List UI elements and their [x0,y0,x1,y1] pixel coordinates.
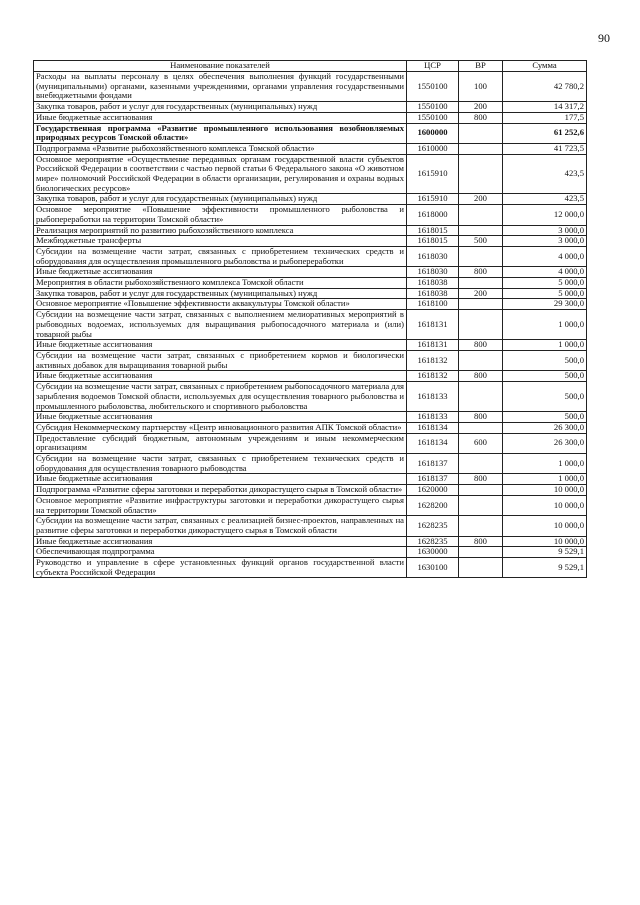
cell-sum: 10 000,0 [503,485,587,496]
cell-code: 1618133 [407,382,459,412]
cell-vr [459,246,503,266]
cell-code: 1630100 [407,558,459,578]
cell-name: Расходы на выплаты персоналу в целях обеспечения выполнения функций государственными (муниципальными) органами, казенными учреждениями, органами управления государственными внебюджетными фондами [34,72,407,102]
table-row [34,340,587,351]
cell-name: Подпрограмма «Развитие сферы заготовки и переработки дикорастущего сырья в Томской области» [34,485,407,496]
table-row [34,547,587,558]
table-row [34,72,587,102]
cell-code: 1618131 [407,310,459,340]
cell-sum: 26 300,0 [503,433,587,453]
cell-name: Субсидии на возмещение части затрат, связанных с приобретением кормов и биологически активных добавок для выращивания товарной рыбы [34,350,407,370]
table-row [34,310,587,340]
cell-vr: 800 [459,474,503,485]
cell-name: Иные бюджетные ассигнования [34,412,407,423]
cell-sum: 1 000,0 [503,454,587,474]
cell-code: 1615910 [407,194,459,205]
cell-vr [459,495,503,515]
cell-code: 1618038 [407,278,459,289]
table-row [34,536,587,547]
table-row [34,422,587,433]
cell-vr: 200 [459,102,503,113]
cell-sum: 3 000,0 [503,236,587,247]
cell-code: 1550100 [407,112,459,123]
cell-sum: 26 300,0 [503,422,587,433]
cell-code: 1600000 [407,123,459,143]
cell-vr [459,454,503,474]
table-row [34,205,587,225]
cell-vr [459,485,503,496]
cell-name: Основное мероприятие «Повышение эффективности промышленного рыболовства и рыбопереработки на территории Томской области» [34,205,407,225]
cell-vr [459,143,503,154]
cell-vr [459,278,503,289]
table-row [34,299,587,310]
cell-name: Предоставление субсидий бюджетным, автономным учреждениям и иным некоммерческим организациям [34,433,407,453]
cell-vr [459,422,503,433]
cell-vr [459,310,503,340]
table-row [34,433,587,453]
table-row [34,143,587,154]
cell-sum: 5 000,0 [503,288,587,299]
page-number: 90 [598,31,610,45]
cell-code: 1630000 [407,547,459,558]
cell-code: 1618131 [407,340,459,351]
cell-vr: 200 [459,194,503,205]
cell-sum: 500,0 [503,382,587,412]
cell-code: 1618015 [407,236,459,247]
table-row [34,485,587,496]
cell-code: 1618132 [407,350,459,370]
cell-sum: 1 000,0 [503,340,587,351]
table-row [34,194,587,205]
cell-code: 1618030 [407,246,459,266]
cell-name: Основное мероприятие «Осуществление переданных органам государственной власти субъектов Российской Федерации в соответствии с частью первой статьи 6 Федерального закона «О животном мире» полномочий Российской Федерации в области организации, регулирования и охраны водных биологических ресурсов» [34,154,407,194]
cell-code: 1550100 [407,72,459,102]
table-row [34,102,587,113]
cell-name: Руководство и управление в сфере установленных функций органов государственной власти субъекта Российской Федерации [34,558,407,578]
table-row [34,454,587,474]
table-row [34,558,587,578]
table-body [34,72,587,578]
cell-sum: 423,5 [503,154,587,194]
cell-sum: 9 529,1 [503,547,587,558]
cell-vr [459,225,503,236]
cell-code: 1628235 [407,516,459,536]
cell-name: Иные бюджетные ассигнования [34,267,407,278]
table-row [34,236,587,247]
cell-sum: 14 317,2 [503,102,587,113]
cell-sum: 10 000,0 [503,536,587,547]
cell-sum: 42 780,2 [503,72,587,102]
cell-name: Субсидии на возмещение части затрат, связанных с выполнением мелиоративных мероприятий в рыбоводных водоемах, используемых для выращивания рыбопосадочного материала и (или) товарной рыбы [34,310,407,340]
table-row [34,516,587,536]
table-header-row [34,61,587,72]
table-row [34,112,587,123]
table-row [34,495,587,515]
column-header-vr: ВР [459,61,503,72]
cell-sum: 4 000,0 [503,246,587,266]
cell-code: 1618030 [407,267,459,278]
cell-sum: 1 000,0 [503,474,587,485]
cell-code: 1618134 [407,422,459,433]
cell-vr: 200 [459,288,503,299]
cell-name: Субсидии на возмещение части затрат, связанных с приобретением технических средств и оборудования для осуществления товарного рыбоводства [34,454,407,474]
cell-code: 1618015 [407,225,459,236]
table-row [34,350,587,370]
cell-name: Иные бюджетные ассигнования [34,536,407,547]
table-row [34,371,587,382]
cell-sum: 29 300,0 [503,299,587,310]
cell-code: 1550100 [407,102,459,113]
cell-code: 1620000 [407,485,459,496]
cell-code: 1618137 [407,454,459,474]
cell-name: Мероприятия в области рыбохозяйственного комплекса Томской области [34,278,407,289]
cell-name: Иные бюджетные ассигнования [34,474,407,485]
cell-code: 1618132 [407,371,459,382]
cell-vr: 500 [459,236,503,247]
cell-name: Обеспечивающая подпрограмма [34,547,407,558]
cell-sum: 12 000,0 [503,205,587,225]
cell-vr: 800 [459,340,503,351]
cell-code: 1615910 [407,154,459,194]
cell-vr: 800 [459,536,503,547]
cell-vr: 800 [459,412,503,423]
cell-name: Основное мероприятие «Повышение эффективности аквакультуры Томской области» [34,299,407,310]
cell-name: Основное мероприятие «Развитие инфраструктуры заготовки и переработки дикорастущего сырья на территории Томской области» [34,495,407,515]
cell-sum: 3 000,0 [503,225,587,236]
cell-vr: 800 [459,371,503,382]
cell-name: Реализация мероприятий по развитию рыбохозяйственного комплекса [34,225,407,236]
cell-vr: 800 [459,112,503,123]
cell-name: Закупка товаров, работ и услуг для государственных (муниципальных) нужд [34,194,407,205]
cell-sum: 10 000,0 [503,495,587,515]
cell-vr [459,154,503,194]
cell-vr [459,299,503,310]
cell-name: Субсидии на возмещение части затрат, связанных с приобретением технических средств и оборудования для осуществления промышленного рыболовства и рыбопереработки [34,246,407,266]
cell-sum: 500,0 [503,350,587,370]
cell-code: 1628200 [407,495,459,515]
cell-name: Государственная программа «Развитие промышленного использования возобновляемых природных ресурсов Томской области» [34,123,407,143]
cell-sum: 423,5 [503,194,587,205]
cell-name: Подпрограмма «Развитие рыбохозяйственного комплекса Томской области» [34,143,407,154]
column-header-code: ЦСР [407,61,459,72]
cell-code: 1618038 [407,288,459,299]
cell-sum: 9 529,1 [503,558,587,578]
table-row [34,154,587,194]
cell-vr: 600 [459,433,503,453]
cell-name: Иные бюджетные ассигнования [34,112,407,123]
cell-vr [459,205,503,225]
cell-vr: 100 [459,72,503,102]
cell-name: Иные бюджетные ассигнования [34,371,407,382]
cell-vr: 800 [459,267,503,278]
cell-name: Субсидия Некоммерческому партнерству «Центр инновационного развития АПК Томской области» [34,422,407,433]
column-header-sum: Сумма [503,61,587,72]
cell-vr [459,350,503,370]
column-header-name: Наименование показателей [34,61,407,72]
cell-vr [459,382,503,412]
cell-name: Межбюджетные трансферты [34,236,407,247]
cell-name: Субсидии на возмещение части затрат, связанных с реализацией бизнес-проектов, направленных на развитие сферы заготовки и переработки дикорастущего сырья в Томской области [34,516,407,536]
cell-sum: 41 723,5 [503,143,587,154]
cell-code: 1618000 [407,205,459,225]
cell-name: Закупка товаров, работ и услуг для государственных (муниципальных) нужд [34,102,407,113]
cell-sum: 10 000,0 [503,516,587,536]
table-row [34,123,587,143]
cell-sum: 61 252,6 [503,123,587,143]
cell-sum: 5 000,0 [503,278,587,289]
cell-vr [459,547,503,558]
cell-code: 1618137 [407,474,459,485]
cell-code: 1610000 [407,143,459,154]
cell-name: Закупка товаров, работ и услуг для государственных (муниципальных) нужд [34,288,407,299]
cell-name: Субсидии на возмещение части затрат, связанных с приобретением рыбопосадочного материала для зарыбления водоемов Томской области, используемых для осуществления товарного рыболовства и промышленного рыболовства, любительского и спортивного рыболовства [34,382,407,412]
cell-sum: 1 000,0 [503,310,587,340]
cell-vr [459,516,503,536]
cell-sum: 500,0 [503,371,587,382]
table-row [34,225,587,236]
table-row [34,267,587,278]
cell-code: 1628235 [407,536,459,547]
table-row [34,382,587,412]
table-row [34,288,587,299]
cell-name: Иные бюджетные ассигнования [34,340,407,351]
table-row [34,246,587,266]
cell-code: 1618100 [407,299,459,310]
table-row [34,474,587,485]
cell-sum: 4 000,0 [503,267,587,278]
budget-table [33,60,587,578]
cell-code: 1618134 [407,433,459,453]
cell-code: 1618133 [407,412,459,423]
cell-sum: 177,5 [503,112,587,123]
cell-sum: 500,0 [503,412,587,423]
cell-vr [459,558,503,578]
table-row [34,412,587,423]
cell-vr [459,123,503,143]
table-row [34,278,587,289]
